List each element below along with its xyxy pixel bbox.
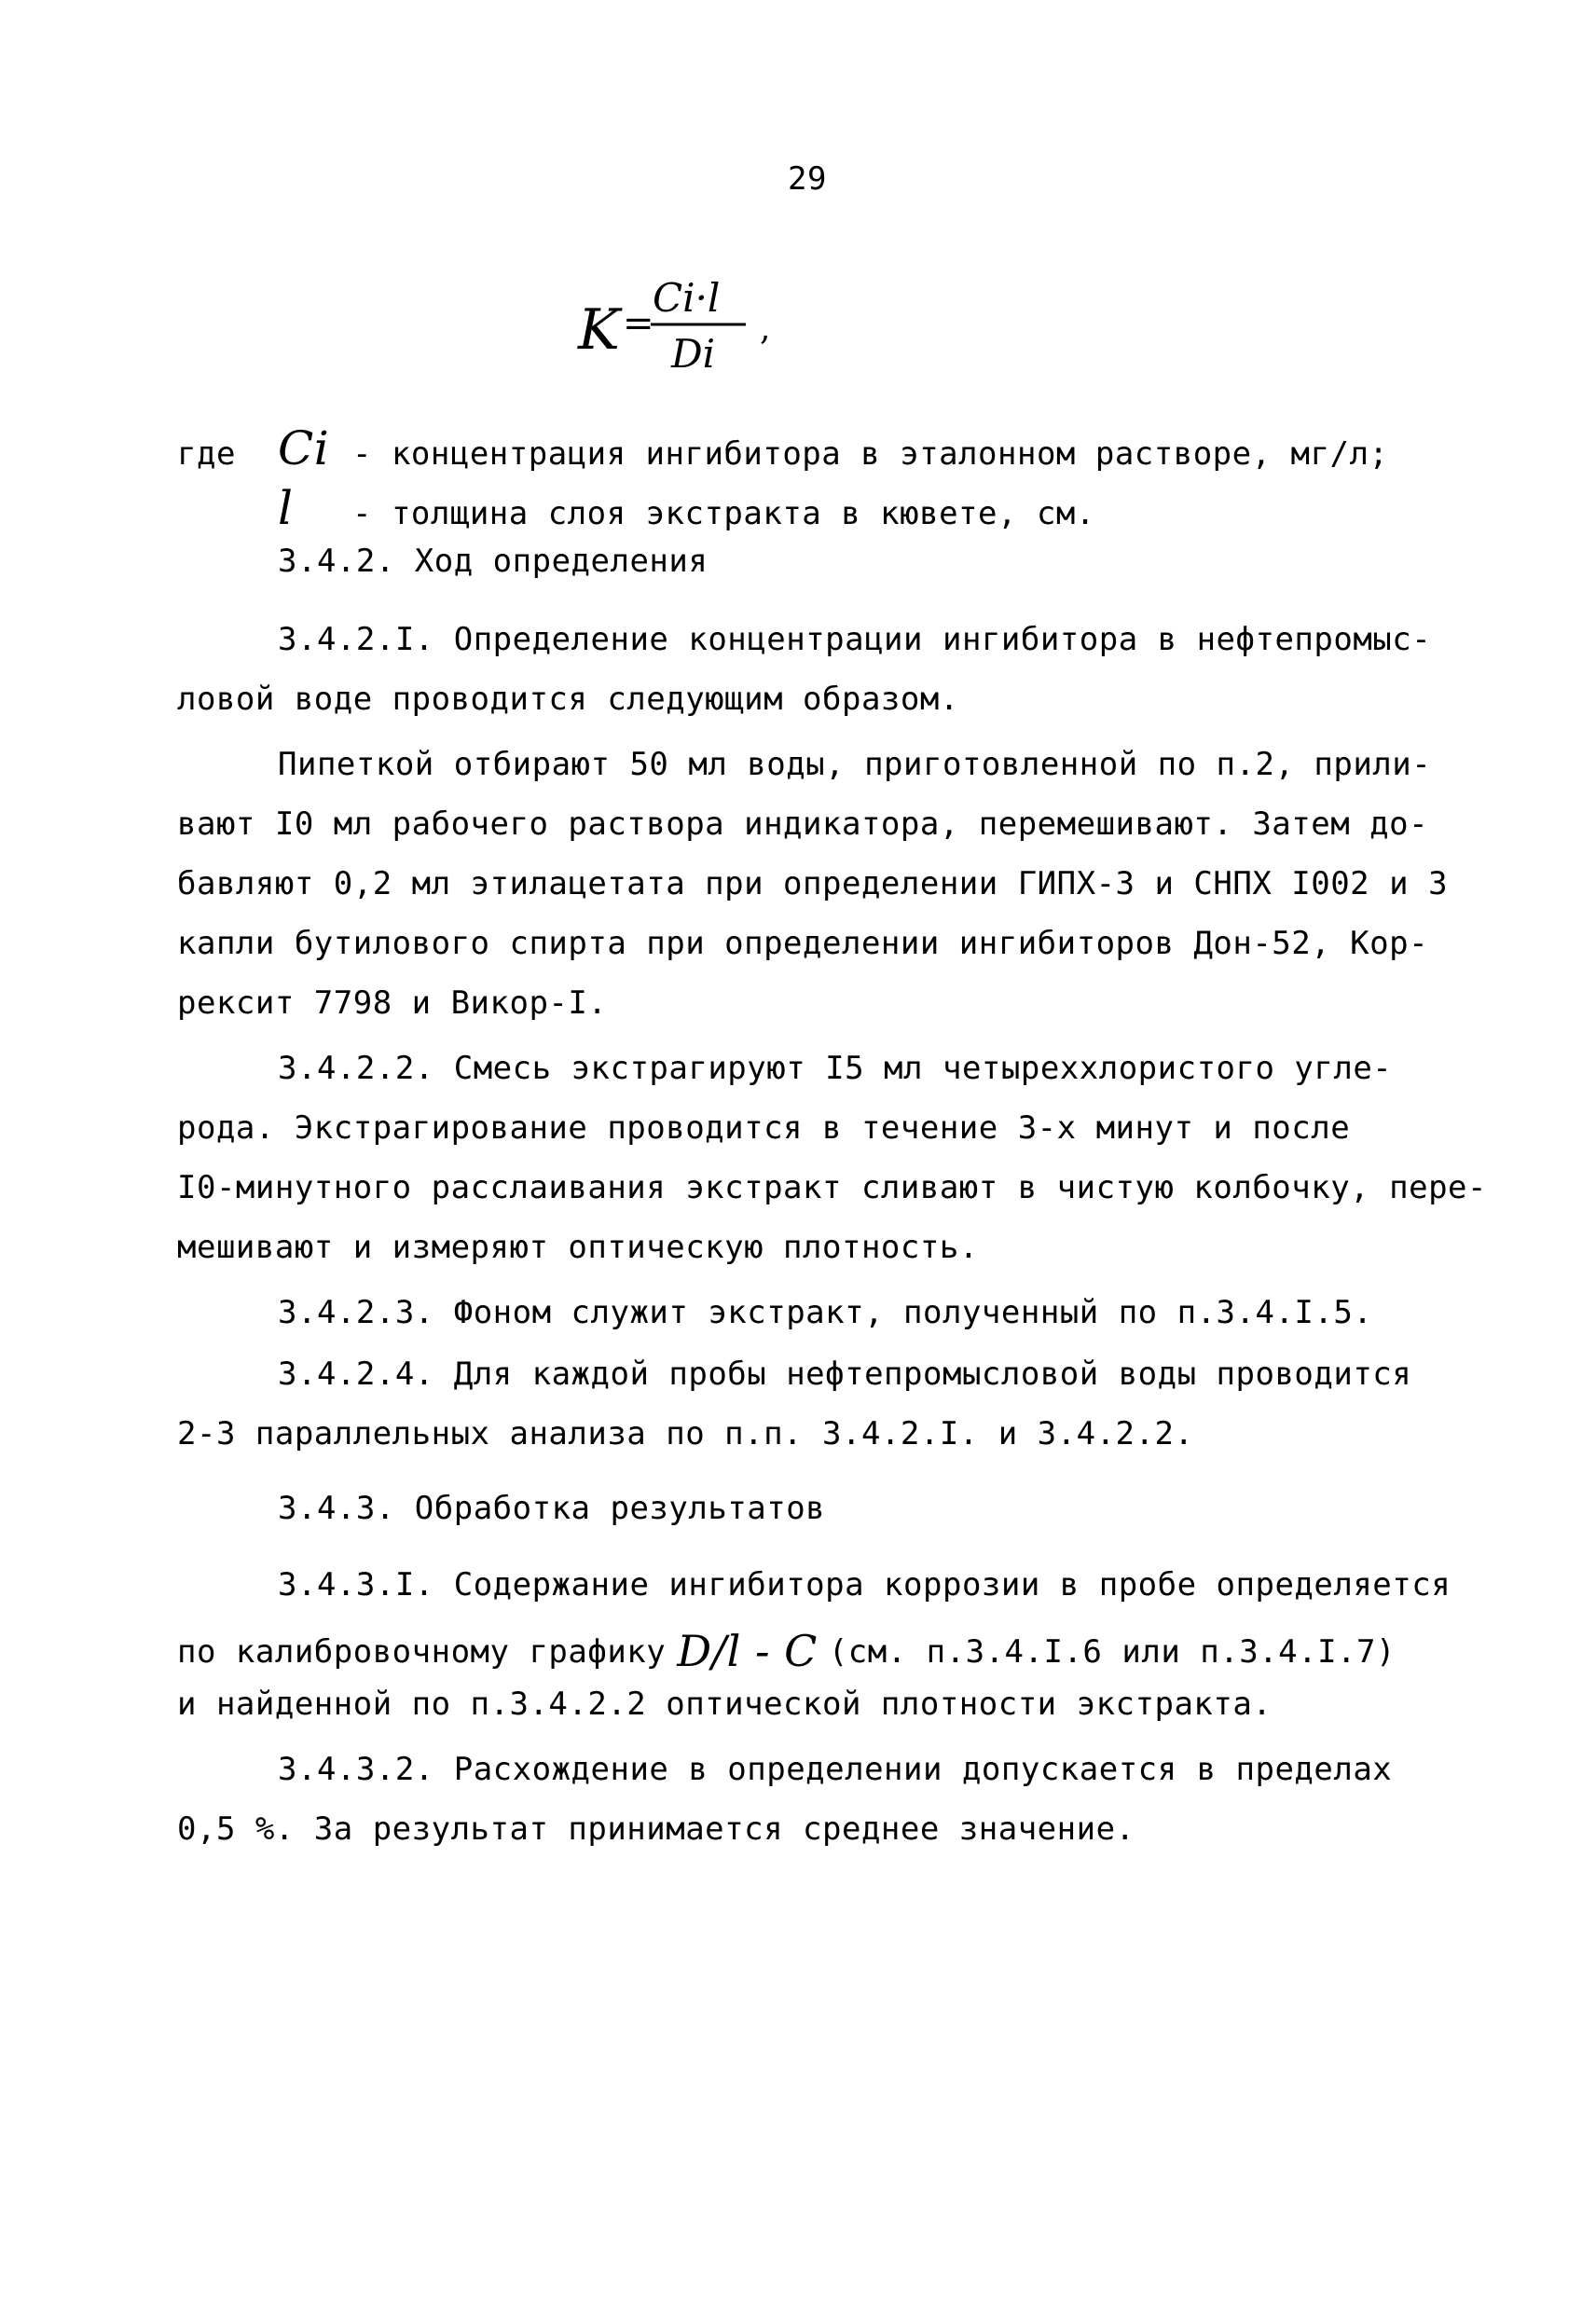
graph-formula: D/l - C: [677, 1626, 818, 1676]
paragraph-line: 3.4.2.3. Фоном служит экстракт, полученный по п.3.4.I.5.: [278, 1294, 1373, 1331]
paragraph-line: рода. Экстрагирование проводится в течение 3-х минут и после: [177, 1109, 1351, 1147]
where-line-1: [177, 421, 1388, 475]
graph-text-after: (см. п.3.4.I.6 или п.3.4.I.7): [828, 1633, 1396, 1671]
paragraph-line: 3.4.2.2. Смесь экстрагируют I5 мл четыреххлористого угле-: [278, 1050, 1393, 1087]
paragraph-line: 2-3 параллельных анализа по п.п. 3.4.2.I. и 3.4.2.2.: [177, 1415, 1194, 1452]
formula-denominator: Di: [671, 331, 716, 377]
page-number: 29: [788, 160, 827, 198]
paragraph-line: Пипеткой отбирают 50 мл воды, приготовленной по п.2, прили-: [278, 746, 1432, 783]
where-text-1: - концентрация ингибитора в эталонном растворе, мг/л;: [352, 435, 1389, 473]
formula-comma: ,: [760, 310, 771, 348]
paragraph-line: бавляют 0,2 мл этилацетата при определении ГИПХ-3 и СНПХ I002 и 3: [177, 865, 1449, 902]
graph-reference-line: [177, 1626, 1396, 1676]
formula-equals: =: [623, 302, 654, 345]
graph-text-before: по калибровочному графику: [177, 1633, 667, 1671]
where-word: где: [177, 435, 236, 473]
paragraph-line: 3.4.2.I. Определение концентрации ингибитора в нефтепромыс-: [278, 621, 1432, 658]
section-heading-3-4-2: 3.4.2. Ход определения: [278, 543, 709, 580]
formula-numerator: Ci·l: [653, 275, 721, 321]
formula-svg: [569, 263, 783, 384]
paragraph-line: 3.4.3.2. Расхождение в определении допускается в пределах: [278, 1751, 1393, 1788]
paragraph-line: мешивают и измеряют оптическую плотность.: [177, 1229, 979, 1266]
paragraph-line: 3.4.2.4. Для каждой пробы нефтепромысловой воды проводится: [278, 1356, 1412, 1393]
where-line-2: [278, 481, 1095, 535]
paragraph-line: и найденной по п.3.4.2.2 оптической плотности экстракта.: [177, 1686, 1273, 1723]
formula-lhs: K: [578, 297, 620, 363]
paragraph-line: вают I0 мл рабочего раствора индикатора, перемешивают. Затем до-: [177, 805, 1429, 843]
section-heading-3-4-3: 3.4.3. Обработка результатов: [278, 1490, 826, 1527]
paragraph-line: 0,5 %. За результат принимается среднее значение.: [177, 1810, 1135, 1848]
symbol-l: l: [278, 481, 294, 535]
paragraph-line: I0-минутного расслаивания экстракт сливают в чистую колбочку, пере-: [177, 1169, 1487, 1206]
paragraph-line: капли бутилового спирта при определении ингибиторов Дон-52, Кор-: [177, 925, 1429, 962]
paragraph-line: ловой воде проводится следующим образом.: [177, 681, 959, 718]
symbol-c: Ci: [278, 421, 330, 475]
paragraph-line: 3.4.3.I. Содержание ингибитора коррозии в пробе определяется: [278, 1566, 1452, 1603]
paragraph-line: рексит 7798 и Викор-I.: [177, 984, 608, 1022]
where-text-2: - толщина слоя экстракта в кювете, см.: [352, 495, 1095, 532]
coefficient-formula: [569, 263, 783, 384]
